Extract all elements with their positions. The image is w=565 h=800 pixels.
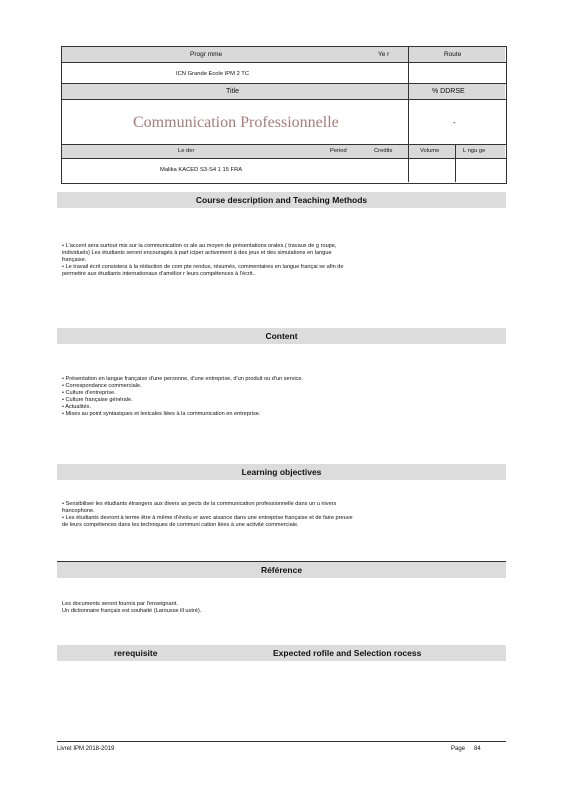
credits-label: Credits bbox=[374, 148, 393, 154]
table-divider bbox=[61, 99, 506, 100]
section-title-prerequisite: rerequisite bbox=[114, 648, 158, 658]
table-divider bbox=[61, 158, 506, 159]
reference-text bbox=[62, 601, 502, 615]
footer-booklet-label: Livret IPM 2018-2019 bbox=[57, 746, 115, 752]
header-year: Ye r bbox=[378, 51, 390, 58]
language-label: L ngu ge bbox=[463, 148, 486, 154]
text-line: • Actualités. bbox=[62, 404, 92, 411]
table-header-bg bbox=[62, 47, 408, 62]
text-line: • Sensibiliser les étudiants étrangers aux divers as pects de la communication professionnelle dans un u nivers bbox=[62, 501, 337, 507]
program-value: ICN Grande Ecole IPM 2 TC bbox=[176, 71, 250, 77]
content-text bbox=[62, 376, 502, 419]
text-line: • Correspondance commerciale. bbox=[62, 383, 142, 390]
text-line: Les documents seront fournis par l'enseignant. bbox=[62, 601, 178, 607]
section-title-reference: Référence bbox=[57, 562, 506, 578]
header-program: Progr mme bbox=[190, 51, 223, 58]
text-line: • Les étudiants devront à terme être à même d'évolu er avec aisance dans une entreprise française et de faire preuve bbox=[62, 515, 353, 522]
section-title-learning-objectives: Learning objectives bbox=[57, 464, 506, 480]
learning-objectives-text bbox=[62, 501, 502, 529]
section-title-content: Content bbox=[57, 328, 506, 344]
text-line: • Culture française générale. bbox=[62, 397, 133, 404]
title-label: Title bbox=[226, 88, 239, 95]
text-line: de leurs compétences dans les techniques de communi cation liées à une activité commerciale. bbox=[62, 522, 299, 529]
header-route: Route bbox=[444, 51, 462, 58]
text-line: • L'accent sera surtout mis sur la communication or ale au moyen de présentations orales.( travaux de g roupe, bbox=[62, 243, 337, 249]
footer-page-number: 84 bbox=[474, 746, 481, 752]
text-line: individuels) Les étudiants seront encouragés à part iciper activement à des jeux et des simulations en langue bbox=[62, 250, 332, 257]
section-title-course-description: Course description and Teaching Methods bbox=[57, 192, 506, 208]
period-label: Period bbox=[330, 148, 347, 154]
text-line: • Le travail écrit consistera à la rédaction de com pte rendus, résumés, commentaires en langue françai se afin de bbox=[62, 264, 344, 271]
text-line: • Mises au point syntaxiques et lexicales liées à la communication en entreprise. bbox=[62, 411, 261, 418]
text-line: permettre aux étudiants internationaux d'amélior r leurs compétences à l'écrit.. bbox=[62, 271, 256, 278]
footer-rule bbox=[57, 741, 506, 742]
footer-page-label: Page bbox=[451, 746, 466, 752]
text-line: française. bbox=[62, 257, 87, 264]
table-col-divider bbox=[408, 144, 409, 182]
leader-label: Le der bbox=[178, 148, 195, 154]
course-title: Communication Professionnelle bbox=[133, 114, 339, 131]
section-title-expected-profile: Expected rofile and Selection rocess bbox=[273, 648, 422, 658]
text-line: • Présentation en langue française d'une personne, d'une entreprise, d'un produit ou d'un service. bbox=[62, 376, 304, 382]
ddrse-value: - bbox=[453, 118, 456, 127]
table-col-divider bbox=[408, 46, 409, 144]
table-col-divider bbox=[455, 144, 456, 182]
text-line: Un dictionnaire français est souhaité (Larousse ill ustré). bbox=[62, 608, 202, 615]
text-line: francophone. bbox=[62, 508, 95, 515]
ddrse-label: % DDRSE bbox=[432, 88, 465, 95]
leader-value: Malika KACED S3-S4 1 15 FRA bbox=[160, 167, 243, 173]
course-description-text bbox=[62, 243, 502, 278]
volume-label: Volume bbox=[420, 148, 440, 154]
table-divider bbox=[61, 62, 506, 63]
text-line: • Culture d'entreprise. bbox=[62, 390, 116, 397]
